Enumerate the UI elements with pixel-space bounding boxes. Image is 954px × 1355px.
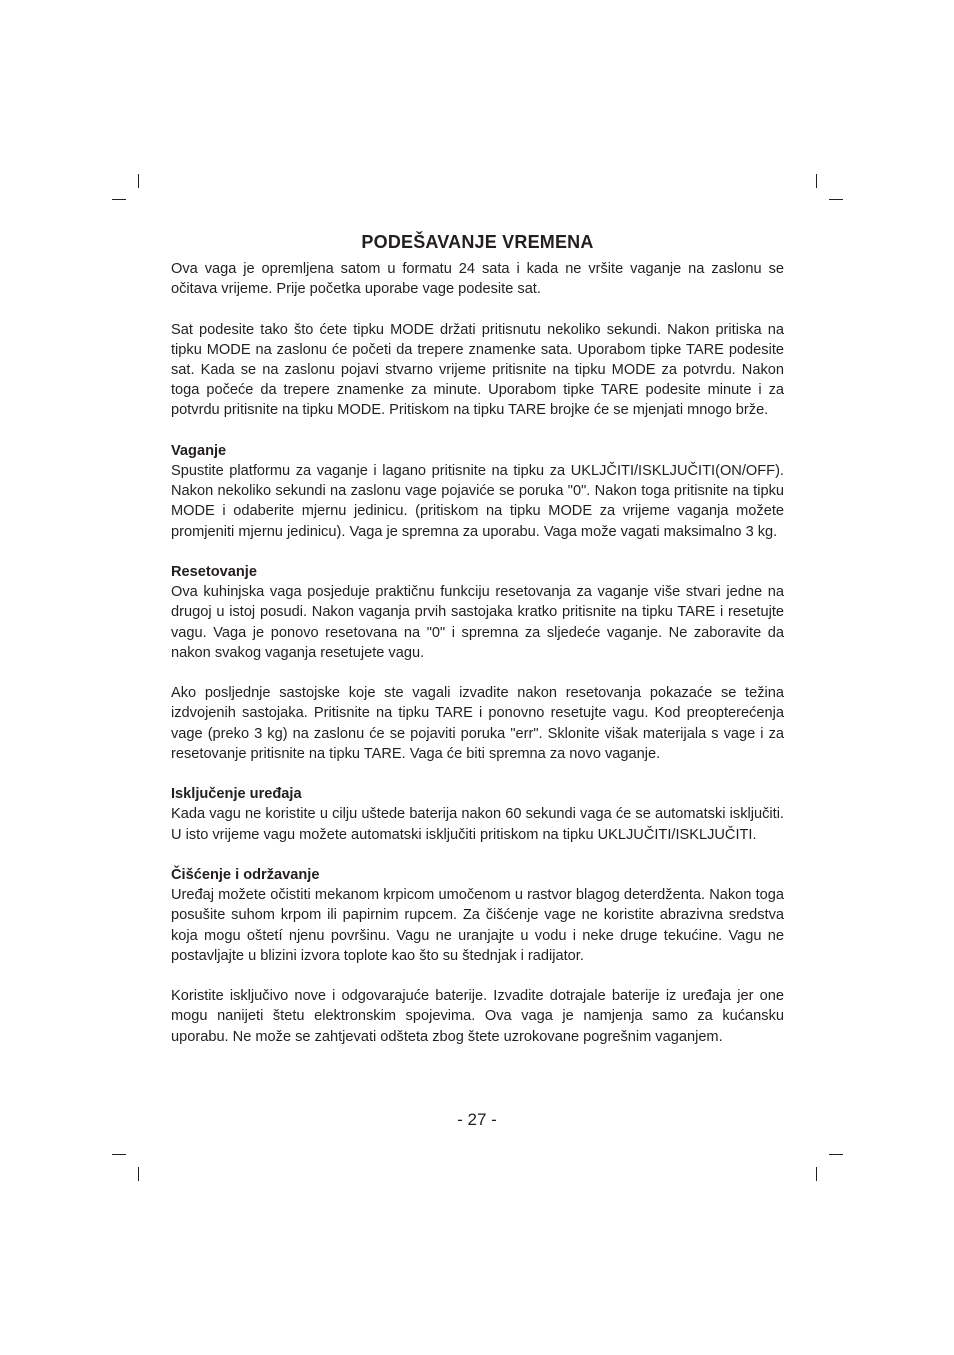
cleaning-paragraph: Uređaj možete očistiti mekanom krpicom umočenom u rastvor blagog deterdženta. Nakon toga posušite suhom krpom ili papirnim rupcem. Za čišćenje vage ne koristite abrazivna sredstva koja mogu oštetí njenu površinu. Vagu ne uranjajte u vodu i neke druge tekućine. Vagu ne postavljajte u blizini izvora toplote kao što su štednjak i radijator. <box>171 887 784 964</box>
reset-paragraph-2: Ako posljednje sastojske koje ste vagali izvadite nakon resetovanja pokazaće se težina izdvojenih sastojaka. Pritisnite na tipku TARE i ponovno resetujte vagu. Kod preopterećenja vage (preko 3 kg) na zaslonu će se pojaviti poruka "err". Sklonite višak materijala s vage i za resetovanje pritisnite na tipku TARE. Vaga će biti spremna za novo vaganje. <box>171 685 784 762</box>
crop-mark-bottom-left-vertical <box>138 1167 139 1181</box>
crop-mark-bottom-right-vertical <box>816 1167 817 1181</box>
crop-mark-bottom-right-horizontal <box>829 1154 843 1155</box>
crop-mark-bottom-left-horizontal <box>112 1154 126 1155</box>
page-title: PODEŠAVANJE VREMENA <box>361 232 594 252</box>
shutdown-paragraph: Kada vagu ne koristite u cilju uštede baterija nakon 60 sekundi vaga će se automatski isključiti. U isto vrijeme vagu možete automatski isključiti pritiskom na tipku UKLJUČITI/ISKLJUČITI. <box>171 806 784 843</box>
weighing-paragraph: Spustite platformu za vaganje i lagano pritisnite na tipku za UKLJČITI/ISKLJUČITI(ON/OFF). Nakon nekoliko sekundi na zaslonu vage pojaviće se poruka "0". Nakon toga pritisnite na tipku MODE i odaberite mjernu jedinicu. (pritiskom na tipku MODE za vrijeme vaganja možete promjeniti mjernu jedinicu). Vaga je spremna za uporabu. Vaga može vagati maksimalno 3 kg. <box>171 463 784 540</box>
batteries-paragraph: Koristite isključivo nove i odgovarajuće baterije. Izvadite dotrajale baterije iz uređaja jer one mogu nanijeti štetu elektronskim spojevima. Ova vaga je namjenja samo za kućansku uporabu. Ne može se zahtjevati odšteta zbog štete uzrokovane pogrešnim vaganjem. <box>171 988 784 1045</box>
crop-mark-top-right-vertical <box>816 174 817 188</box>
manual-page-content <box>171 230 784 1047</box>
shutdown-heading: Isključenje uređaja <box>171 786 302 803</box>
reset-paragraph: Ova kuhinjska vaga posjeduje praktičnu funkciju resetovanja za vaganje više stvari jedne na drugoj u istoj posudi. Nakon vaganja prvih sastojaka kratko pritisnite na tipku TARE i resetujte vagu. Vaga je ponovo resetovana na "0" i spremna za sljedeće vaganje. Ne zaboravite da nakon svakog vaganja resetujete vagu. <box>171 584 784 661</box>
weighing-heading: Vaganje <box>171 442 227 459</box>
page-number: - 27 - <box>457 1110 497 1129</box>
crop-mark-top-left-horizontal <box>112 199 126 200</box>
cleaning-heading: Čišćenje i održavanje <box>171 867 320 883</box>
reset-heading: Resetovanje <box>171 564 257 580</box>
crop-mark-top-right-horizontal <box>829 199 843 200</box>
crop-mark-top-left-vertical <box>138 174 139 188</box>
clock-setting-paragraph: Sat podesite tako što ćete tipku MODE držati pritisnutu nekoliko sekundi. Nakon pritiska na tipku MODE na zaslonu će početi da trepere znamenke sata. Uporabom tipke TARE podesite sat. Kada se na zaslonu pojavi stvarno vrijeme pritisnite na tipku MODE za potvrdu. Nakon toga počeće da trepere znamenke za minute. Uporabom tipke TARE podesite minute i za potvrdu pritisnite na tipku MODE. Pritiskom na tipku TARE brojke će se mjenjati mnogo brže. <box>171 321 784 419</box>
intro-paragraph: Ova vaga je opremljena satom u formatu 24 sata i kada ne vršite vaganje na zaslonu se očitava vrijeme. Prije početka uporabe vage podesite sat. <box>171 261 784 298</box>
